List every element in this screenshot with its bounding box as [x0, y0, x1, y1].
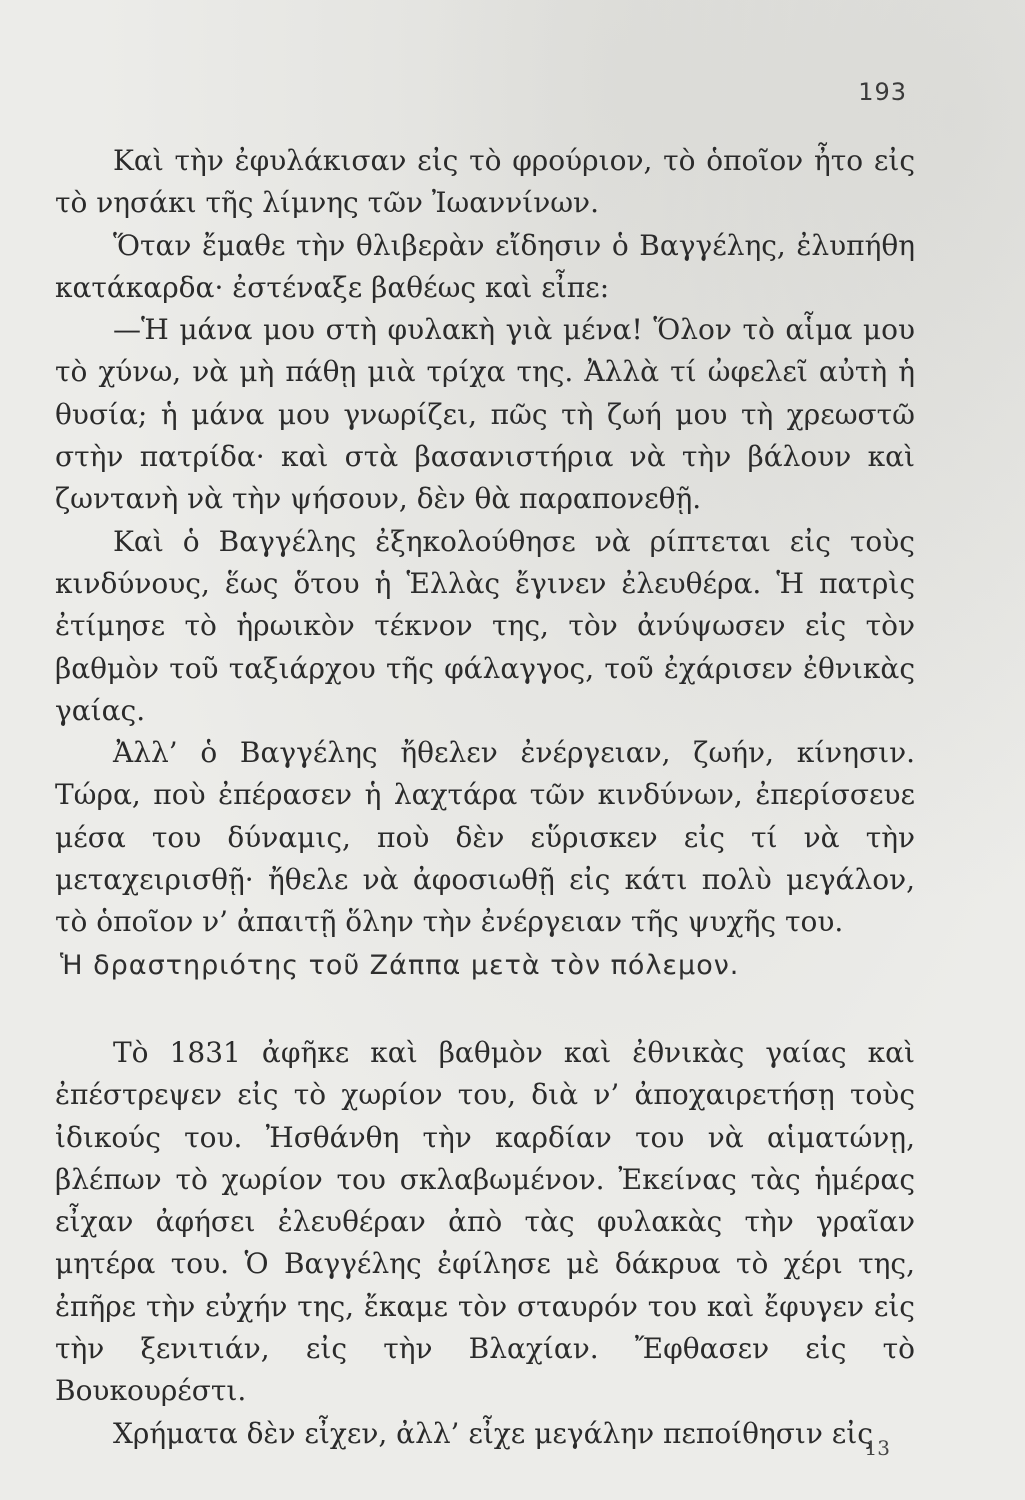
page-number: 193	[858, 78, 907, 106]
paragraph: Καὶ τὴν ἐφυλάκισαν εἰς τὸ φρούριον, τὸ ὁποῖον ἦτο εἰς τὸ νησάκι τῆς λίμνης τῶν Ἰωαννίνων.	[55, 144, 915, 220]
paragraph: Χρήματα δὲν εἶχεν, ἀλλ’ εἶχε μεγάλην πεποίθησιν εἰς	[113, 1416, 873, 1450]
body-text-section-2	[55, 1032, 915, 1455]
paragraph: Ἀλλ’ ὁ Βαγγέλης ἤθελεν ἐνέργειαν, ζωήν, κίνησιν. Τώρα, ποὺ ἐπέρασεν ἡ λαχτάρα τῶν κινδύνων, ἐπερίσσευε μέσα του δύναμις, ποὺ δὲν εὕρισκεν εἰς τί νὰ τὴν μεταχειρισθῇ· ἤθελε νὰ ἀφοσιωθῇ εἰς κάτι πολὺ μεγάλον, τὸ ὁποῖον ν’ ἀπαιτῇ ὅλην τὴν ἐνέργειαν τῆς ψυχῆς του.	[55, 736, 915, 939]
paragraph: Τὸ 1831 ἀφῆκε καὶ βαθμὸν καὶ ἐθνικὰς γαίας καὶ ἐπέστρεψεν εἰς τὸ χωρίον του, διὰ ν’ ἀποχαιρετήσῃ τοὺς ἰδικούς του. Ἠσθάνθη τὴν καρδίαν του νὰ αἱματώνῃ, βλέπων τὸ χωρίον του σκλαβωμένον. Ἐκείνας τὰς ἡμέρας εἶχαν ἀφήσει ἐλευθέραν ἀπὸ τὰς φυλακὰς τὴν γραῖαν μητέρα του. Ὁ Βαγγέλης ἐφίλησε μὲ δάκρυα τὸ χέρι της, ἐπῆρε τὴν εὐχήν της, ἔκαμε τὸν σταυρόν του καὶ ἔφυγεν εἰς τὴν ξενιτιάν, εἰς τὴν Βλαχίαν. Ἔφθασεν εἰς τὸ Βουκουρέστι.	[55, 1036, 915, 1408]
paragraph: —Ἡ μάνα μου στὴ φυλακὴ γιὰ μένα! Ὅλον τὸ αἷμα μου τὸ χύνω, νὰ μὴ πάθῃ μιὰ τρίχα της. Ἀλλὰ τί ὠφελεῖ αὐτὴ ἡ θυσία; ἡ μάνα μου γνωρίζει, πῶς τὴ ζωή μου τὴ χρεωστῶ στὴν πατρίδα· καὶ στὰ βασανιστήρια νὰ τὴν βάλουν καὶ ζωντανὴ νὰ τὴν ψήσουν, δὲν θὰ παραπονεθῇ.	[55, 313, 915, 516]
paragraph: Ὅταν ἔμαθε τὴν θλιβερὰν εἴδησιν ὁ Βαγγέλης, ἐλυπήθη κατάκαρδα· ἐστέναξε βαθέως καὶ εἶπε:	[55, 228, 915, 304]
section-heading: Ἡ δραστηριότης τοῦ Ζάππα μετὰ τὸν πόλεμον.	[60, 950, 740, 981]
body-text-section-1	[55, 140, 915, 944]
paragraph: Καὶ ὁ Βαγγέλης ἐξηκολούθησε νὰ ρίπτεται εἰς τοὺς κινδύνους, ἕως ὅτου ἡ Ἑλλὰς ἔγινεν ἐλευθέρα. Ἡ πατρὶς ἐτίμησε τὸ ἡρωικὸν τέκνον της, τὸν ἀνύψωσεν εἰς τὸν βαθμὸν τοῦ ταξιάρχου τῆς φάλαγγος, τοῦ ἐχάρισεν ἐθνικὰς γαίας.	[55, 524, 915, 727]
printer-signature-mark: 13	[864, 1436, 890, 1460]
